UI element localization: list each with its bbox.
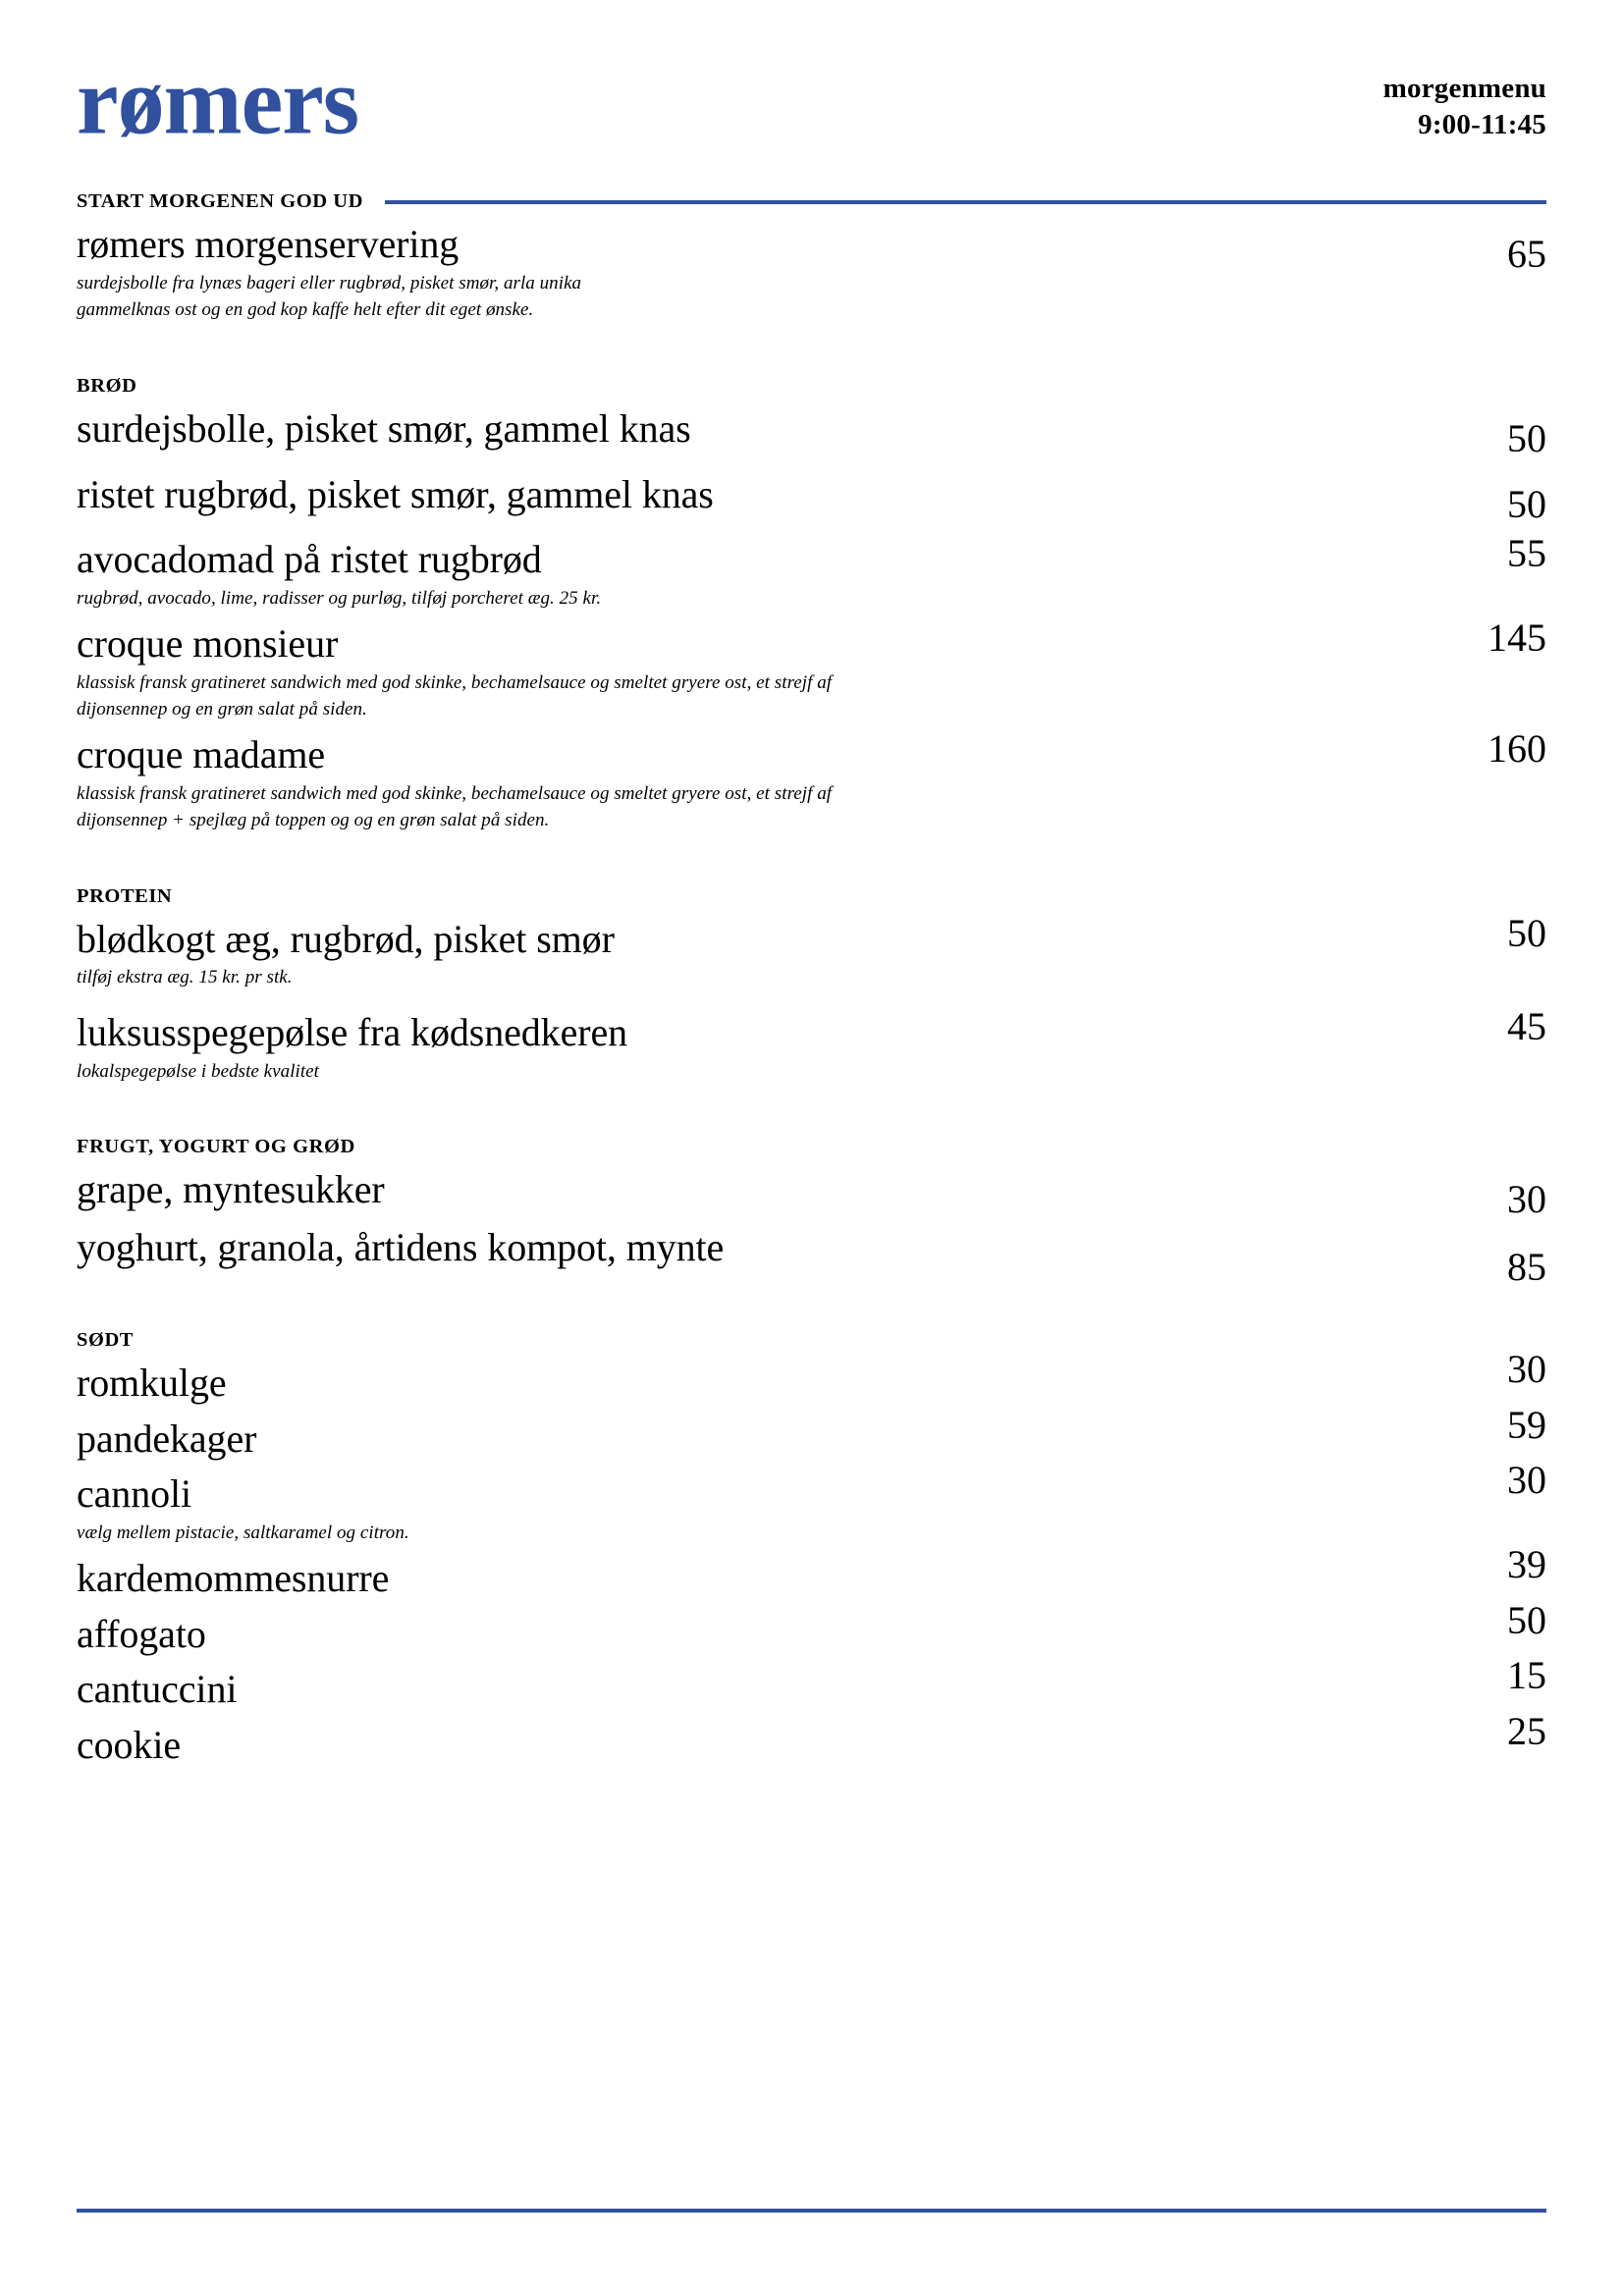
menu-hours-block: [1383, 55, 1546, 143]
menu-item-description: [77, 1058, 1414, 1086]
menu-item-main: [77, 1555, 1414, 1603]
spacer: [77, 528, 1546, 536]
menu-item-name: blødkogt æg, rugbrød, pisket smør: [77, 916, 615, 961]
menu-item-main: [77, 1415, 1414, 1464]
menu-item-price: 39: [1507, 1541, 1546, 1586]
menu-item-main: [77, 471, 1414, 519]
menu-item[interactable]: [77, 1402, 1546, 1464]
menu-item-description-line: dijonsennep og en grøn salat på siden.: [77, 699, 367, 721]
menu-item-description: [77, 780, 1414, 834]
menu-item-price: 145: [1488, 614, 1546, 660]
menu-item[interactable]: [77, 1003, 1546, 1085]
menu-item[interactable]: [77, 1597, 1546, 1659]
menu-item-name: pandekager: [77, 1415, 257, 1461]
menu-item-description: [77, 964, 1414, 991]
menu-item[interactable]: [77, 471, 1546, 529]
menu-item-description: [77, 270, 1414, 324]
menu-item-price: 65: [1507, 232, 1546, 276]
menu-item-name: surdejsbolle, pisket smør, gammel knas: [77, 405, 691, 451]
menu-item-main: [77, 1360, 1414, 1408]
spacer: [77, 1300, 1546, 1329]
menu-item-description-line: surdejsbolle fra lynæs bageri eller rugbrød, pisket smør, arla unika: [77, 272, 582, 294]
menu-item-name: affogato: [77, 1611, 206, 1656]
section-title: BRØD: [77, 374, 137, 397]
menu-item-main: [77, 620, 1414, 723]
menu-item-description-line: gammelknas ost og en god kop kaffe helt efter dit eget ønske.: [77, 299, 534, 321]
menu-item-name: cantuccini: [77, 1667, 238, 1712]
section-header-start: [77, 190, 1546, 213]
menu-item-description-line: klassisk fransk gratineret sandwich med god skinke, bechamelsauce og smeltet gryere ost, et strejf af: [77, 671, 833, 693]
menu-item-main: [77, 405, 1414, 454]
menu-item-name: grape, myntesukker: [77, 1167, 385, 1212]
menu-item-description-line: vælg mellem pistacie, saltkaramel og citron.: [77, 1522, 409, 1544]
section-header-frugt: [77, 1136, 1546, 1158]
menu-item-main: [77, 1009, 1414, 1085]
menu-item[interactable]: [77, 1709, 1546, 1770]
menu-item-name: rømers morgenservering: [77, 222, 460, 266]
menu-item-price: 55: [1507, 531, 1546, 576]
menu-item-price: 85: [1507, 1245, 1546, 1290]
spacer: [77, 723, 1546, 731]
menu-item-price: 160: [1488, 725, 1546, 771]
menu-item-description-line: dijonsennep + spejlæg på toppen og og en grøn salat på siden.: [77, 810, 550, 831]
menu-item-price: 30: [1507, 1346, 1546, 1391]
menu-item-price: 15: [1507, 1653, 1546, 1698]
menu-item-price: 45: [1507, 1003, 1546, 1048]
menu-item-main: [77, 1722, 1414, 1770]
section-header-sodt: [77, 1329, 1546, 1352]
spacer: [77, 463, 1546, 471]
menu-item-price: 50: [1507, 1597, 1546, 1642]
menu-item-description-line: tilføj ekstra æg. 15 kr. pr stk.: [77, 967, 293, 988]
menu-item-description: [77, 585, 1414, 613]
menu-item-name: kardemommesnurre: [77, 1555, 390, 1600]
menu-item-name: cannoli: [77, 1471, 192, 1517]
menu-item[interactable]: [77, 405, 1546, 463]
menu-item-description-line: rugbrød, avocado, lime, radisser og purløg, tilføj porcheret æg. 25 kr.: [77, 588, 602, 610]
menu-item[interactable]: [77, 614, 1546, 723]
section-sodt: [77, 1329, 1546, 1770]
section-protein: [77, 885, 1546, 1086]
menu-item-name: cookie: [77, 1723, 182, 1768]
menu-item-description-line: lokalspegepølse i bedste kvalitet: [77, 1060, 319, 1082]
section-title: SØDT: [77, 1328, 135, 1351]
menu-item[interactable]: [77, 1224, 1546, 1292]
menu-item-price: 50: [1507, 415, 1546, 460]
menu-item-main: [77, 1166, 1414, 1214]
menu-item-main: [77, 221, 1414, 324]
menu-item-name: croque monsieur: [77, 620, 339, 666]
menu-item[interactable]: [77, 1653, 1546, 1714]
menu-sections: [77, 190, 1546, 1770]
spacer: [77, 842, 1546, 885]
menu-item-name: ristet rugbrød, pisket smør, gammel knas: [77, 471, 714, 516]
menu-item-main: [77, 1470, 1414, 1546]
masthead: [77, 0, 1546, 154]
menu-item-name: luksusspegepølse fra kødsnedkeren: [77, 1009, 627, 1054]
spacer: [77, 1603, 1546, 1611]
spacer: [77, 991, 1546, 1009]
section-header-protein: [77, 885, 1546, 908]
footer-rule: [77, 2209, 1546, 2213]
spacer: [77, 1658, 1546, 1666]
section-title: START MORGENEN GOD UD: [77, 190, 363, 212]
menu-item-main: [77, 1611, 1414, 1659]
menu-item-main: [77, 1224, 1414, 1272]
section-title: PROTEIN: [77, 884, 173, 907]
section-frugt: [77, 1136, 1546, 1292]
menu-item[interactable]: [77, 221, 1546, 324]
menu-item-name: croque madame: [77, 731, 326, 776]
menu-item-main: [77, 916, 1414, 991]
menu-item-main: [77, 536, 1414, 612]
menu-item-price: 25: [1507, 1709, 1546, 1754]
menu-item-description: [77, 1520, 1414, 1547]
menu-item-price: 59: [1507, 1402, 1546, 1447]
menu-item-name: avocadomad på ristet rugbrød: [77, 537, 542, 582]
spacer: [77, 1714, 1546, 1722]
menu-item[interactable]: [77, 1346, 1546, 1408]
section-header-brod: [77, 375, 1546, 398]
menu-item[interactable]: [77, 1166, 1546, 1224]
menu-item-price: 30: [1507, 1458, 1546, 1503]
menu-item-price: 50: [1507, 910, 1546, 955]
menu-item-main: [77, 731, 1414, 834]
section-brod: [77, 375, 1546, 834]
menu-item-name: romkulge: [77, 1360, 227, 1405]
spacer: [77, 1408, 1546, 1415]
menu-item[interactable]: [77, 1541, 1546, 1603]
menu-item-main: [77, 1666, 1414, 1714]
section-title: FRUGT, YOGURT OG GRØD: [77, 1136, 355, 1158]
spacer: [77, 1093, 1546, 1136]
menu-hours-label: 9:00-11:45: [1418, 109, 1546, 141]
menu-item-description: [77, 669, 1414, 723]
menu-item-price: 30: [1507, 1177, 1546, 1222]
menu-item[interactable]: [77, 910, 1546, 991]
menu-item-description-line: klassisk fransk gratineret sandwich med god skinke, bechamelsauce og smeltet gryere ost, et strejf af: [77, 782, 833, 804]
menu-item-price: 50: [1507, 481, 1546, 526]
menu-item[interactable]: [77, 1458, 1546, 1546]
section-start: [77, 190, 1546, 324]
spacer: [77, 1547, 1546, 1555]
menu-item[interactable]: [77, 725, 1546, 834]
menu-type-label: morgenmenu: [1382, 73, 1546, 104]
spacer: [77, 332, 1546, 375]
menu-item-name: yoghurt, granola, årtidens kompot, mynte: [77, 1225, 725, 1270]
spacer: [77, 613, 1546, 620]
section-rule: [385, 200, 1546, 204]
brand-logo: rømers: [77, 46, 359, 154]
menu-item[interactable]: [77, 531, 1546, 612]
spacer: [77, 1463, 1546, 1470]
